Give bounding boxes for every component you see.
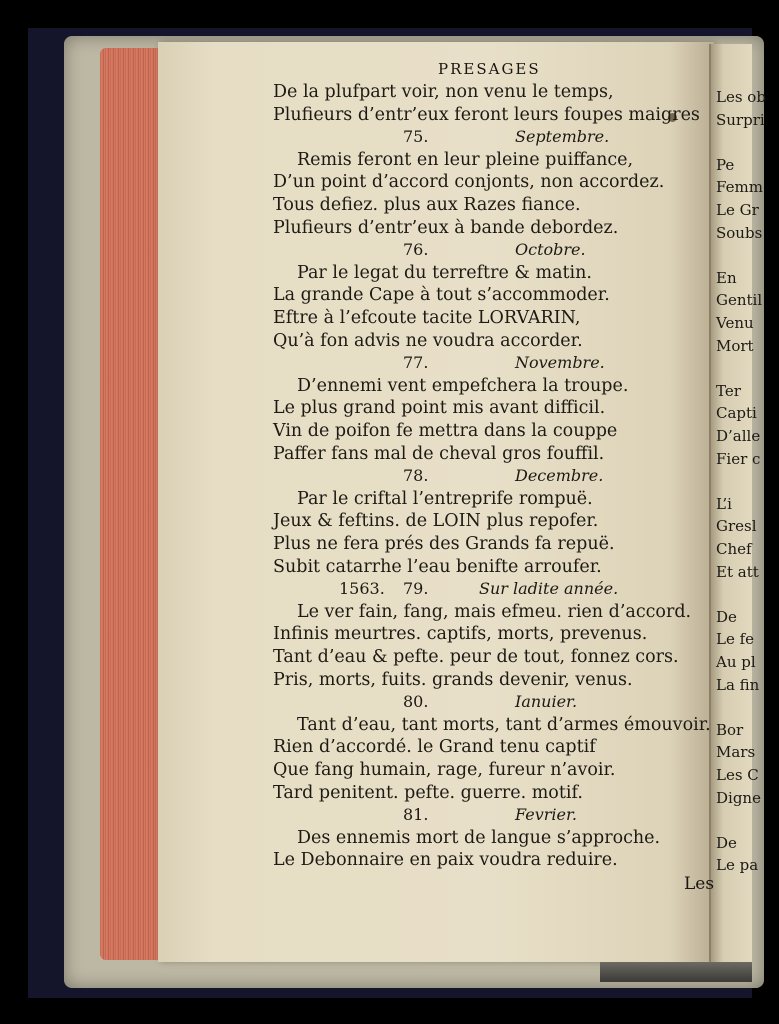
verse-line: Tant d’eau, tant morts, tant d’armes émouvoir. [297,714,711,735]
facing-page-fragment: Et att [716,562,759,581]
poem-text [273,82,711,882]
verse-line: De la plufpart voir, non venu le temps, [273,82,614,102]
facing-page-fragment: La fin [716,675,760,694]
verse-line: Plufieurs d’entr’eux feront leurs foupes maigres [273,104,700,125]
facing-page-fragment: Gresl [716,517,757,536]
verse-line: Eftre à l’efcoute tacite LORVARIN, [273,308,581,328]
facing-page-fragment: Au pl [716,653,756,671]
facing-page-fragment: Les C [716,766,759,784]
facing-page-fragment: Mars [716,743,756,762]
quatrain-number: 75. [403,127,429,147]
running-head: PRESAGES [438,60,541,78]
facing-page-fragment: Mort [716,336,754,355]
verse-line: Paffer fans mal de cheval gros fouffil. [273,443,605,464]
month-label: Fevrier. [515,805,577,825]
quatrain-number: 76. [403,240,429,260]
facing-page-fragment: Digne [716,788,761,807]
quatrain-number: 79. [403,579,429,599]
month-label: Septembre. [515,127,610,147]
verse-line: Tous defiez. plus aux Razes fiance. [273,195,581,215]
verse-line: Jeux & feftins. de LOIN plus repofer. [273,511,599,532]
verse-line: Rien d’accordé. le Grand tenu captif [273,737,596,758]
verse-line: Des ennemis mort de langue s’approche. [297,827,661,848]
verse-line: Infinis meurtres. captifs, morts, prevenus. [273,624,648,645]
facing-page-fragment: Le Gr [716,201,759,219]
facing-page-fragment: Bor [716,720,744,739]
page-edges-red [100,48,162,960]
month-label: Sur ladite année. [479,579,619,599]
facing-page-fragment: Capti [716,404,757,423]
facing-page-fragment: Femm [716,178,763,197]
verse-line: Tard penitent. pefte. guerre. motif. [273,782,583,803]
verse-line: Que fang humain, rage, fureur n’avoir. [273,760,616,780]
verse-line: Pris, morts, fuits. grands devenir, venus. [273,669,633,690]
facing-page-fragment: Venu [716,314,754,332]
verse-line: La grande Cape à tout s’accommoder. [273,285,610,306]
facing-page-fragment: Soubs [716,223,763,242]
verse-line: Plufieurs d’entr’eux à bande debordez. [273,217,619,238]
facing-page-fragment: Chef [716,540,752,558]
facing-page-fragment: De [716,833,737,852]
quatrain-number: 77. [403,353,429,373]
facing-page-fragment: De [716,607,737,626]
verse-line: Tant d’eau & pefte. peur de tout, fonnez cors. [273,647,679,667]
month-label: Decembre. [515,466,604,486]
verse-line: Plus ne fera prés des Grands fa repuë. [273,534,615,554]
quatrain-number: 80. [403,692,429,712]
verse-line: Qu’à fon advis ne voudra accorder. [273,330,583,351]
verse-line: Subit catarrhe l’eau benifte arroufer. [273,556,602,577]
facing-page-fragment: Les ob [716,88,766,106]
catchword: Les [684,874,715,894]
verse-line: Remis feront en leur pleine puiffance, [297,149,634,170]
verse-line: Le plus grand point mis avant difficil. [273,398,606,419]
quatrain-number: 78. [403,466,429,486]
year-label: 1563. [339,579,385,599]
facing-page-fragment: Gentil [716,291,763,310]
facing-page-fragment: L’i [716,494,732,513]
facing-page-fragment: Ter [716,381,741,400]
month-label: Novembre. [515,353,605,373]
verse-line: Par le criftal l’entreprife rompuë. [297,488,593,509]
verse-line: Vin de poifon fe mettra dans la couppe [273,421,618,441]
month-label: Ianuier. [515,692,578,712]
quatrain-number: 81. [403,805,429,825]
facing-page-fragment: Le fe [716,630,755,649]
facing-page-fragment: En [716,268,737,287]
facing-page [711,44,766,962]
month-label: Octobre. [515,240,586,260]
facing-page-fragment: Le pa [716,856,759,875]
verse-line: D’ennemi vent empefchera la troupe. [297,375,629,396]
facing-page-fragment: Surpri [716,110,765,129]
verse-line: D’un point d’accord conjonts, non accordez. [273,172,665,193]
facing-page-fragment: Pe [716,155,735,174]
verse-line: Le Debonnaire en paix voudra reduire. [273,850,618,871]
bottom-shadow [600,962,752,982]
facing-page-fragment: Fier c [716,449,761,468]
verse-line: Le ver fain, fang, mais efmeu. rien d’accord. [297,601,692,622]
verse-line: Par le legat du terreftre & matin. [297,262,592,283]
facing-page-fragment: D’alle [716,427,761,445]
